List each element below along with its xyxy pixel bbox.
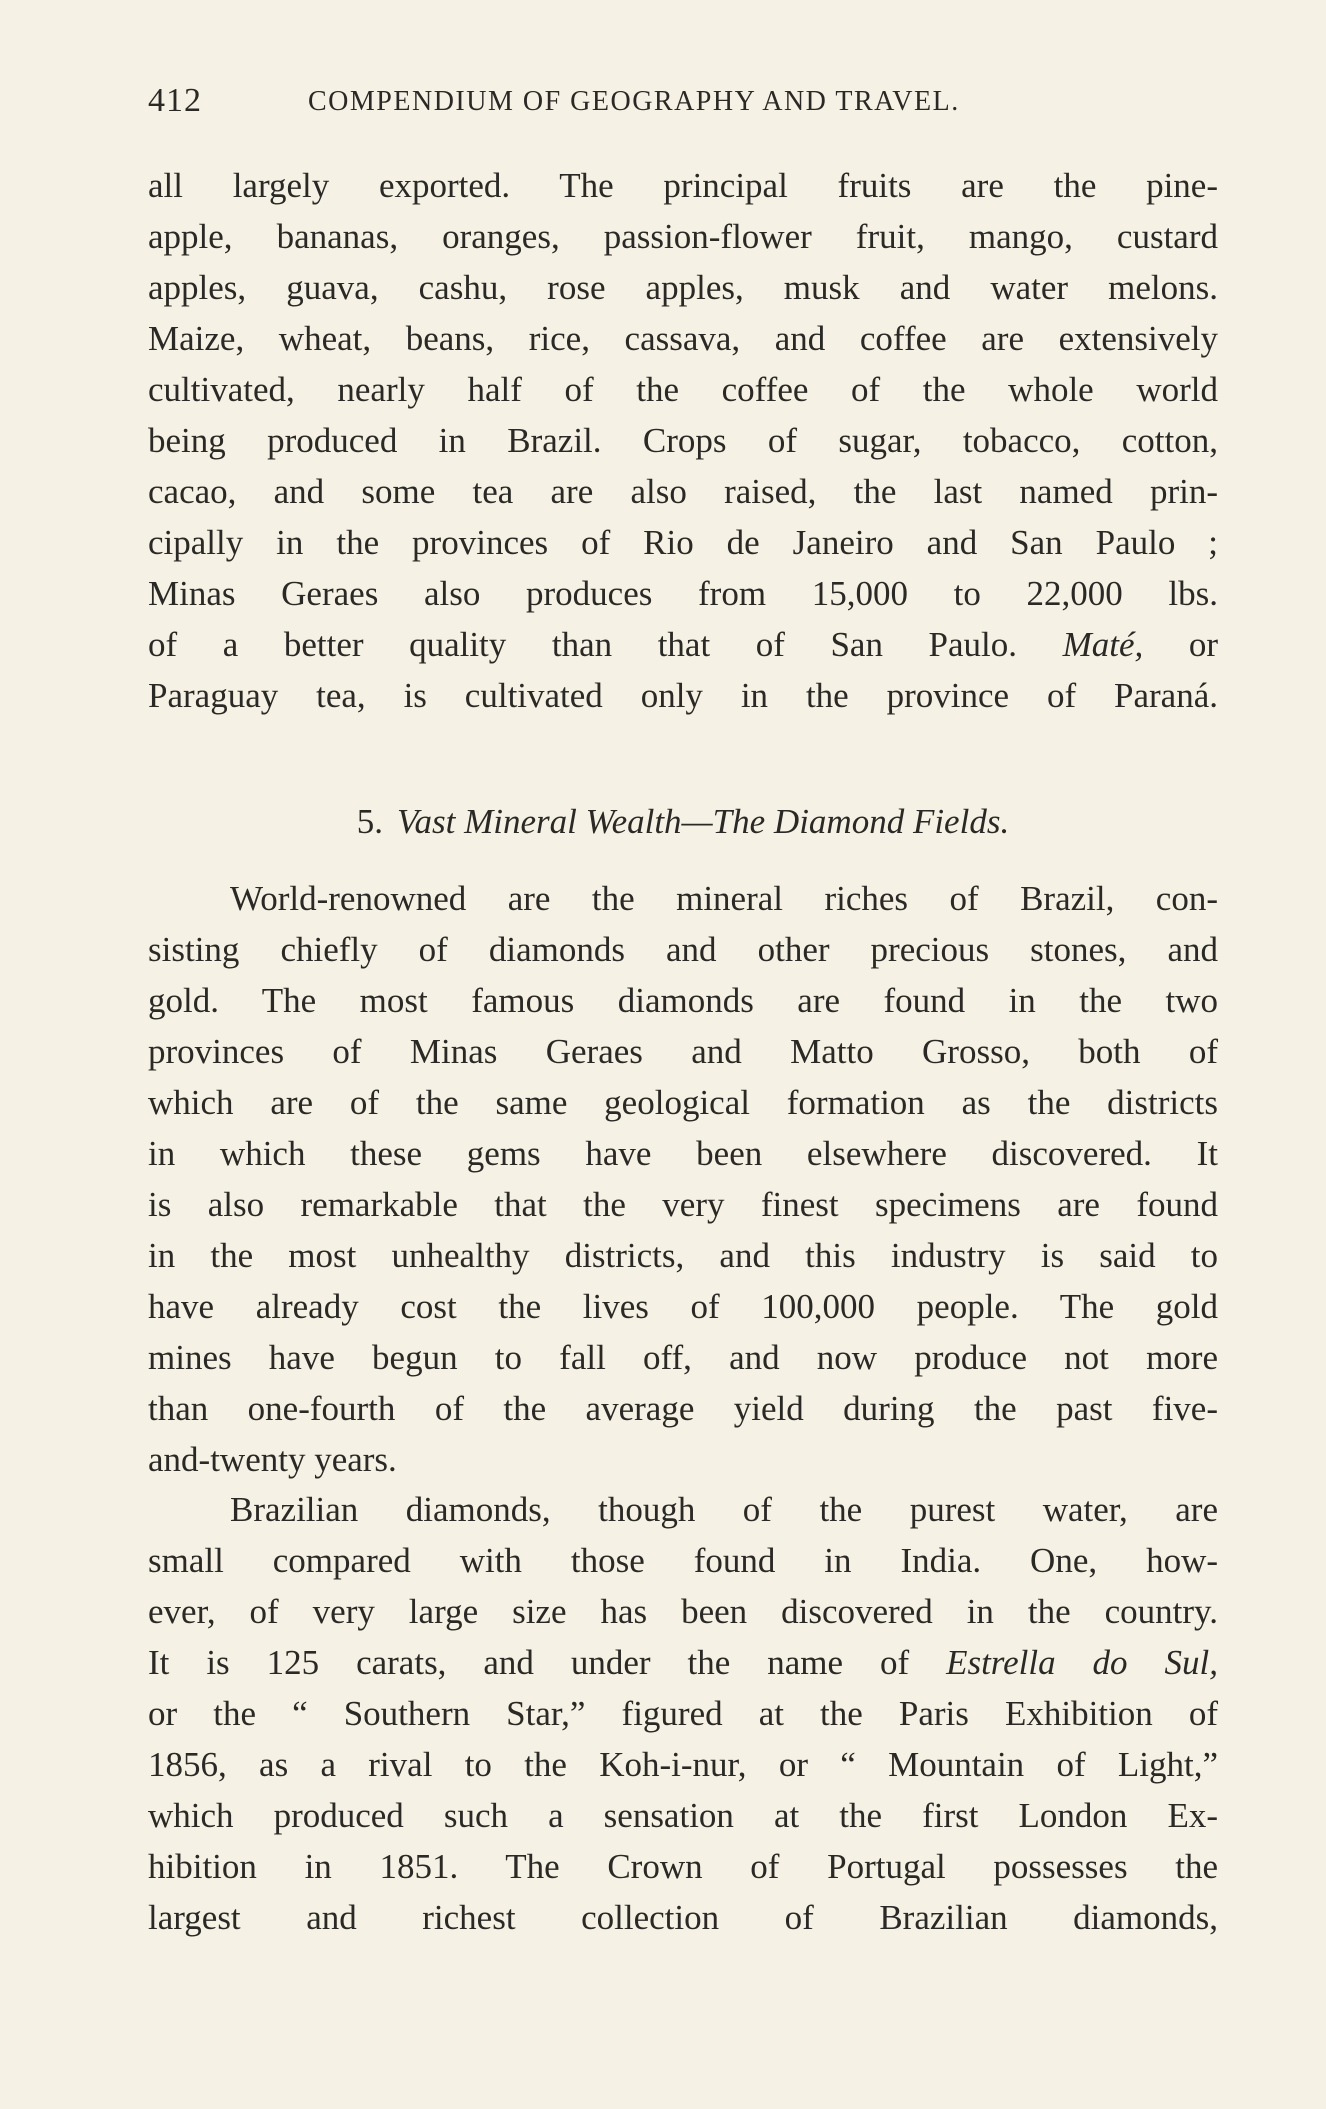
text-line: is also remarkable that the very finest specimens are found <box>148 1185 1218 1224</box>
running-title: COMPENDIUM OF GEOGRAPHY AND TRAVEL. <box>308 86 960 117</box>
text-line: in the most unhealthy districts, and this industry is said to <box>148 1236 1218 1275</box>
text-run: or <box>1188 625 1219 664</box>
text-line: Brazilian diamonds, though of the purest water, are <box>230 1490 1218 1529</box>
text-line: which are of the same geological formation as the districts <box>148 1083 1218 1122</box>
section-heading <box>148 796 1218 847</box>
text-line: World-renowned are the mineral riches of Brazil, con- <box>230 879 1218 918</box>
running-head <box>148 82 1223 126</box>
text-line: gold. The most famous diamonds are found in the two <box>148 981 1218 1020</box>
text-line: and-twenty years. <box>148 1440 397 1479</box>
text-line: apple, bananas, oranges, passion-flower fruit, mango, custard <box>148 217 1218 256</box>
paragraph-3 <box>148 1484 1218 1943</box>
text-line: apples, guava, cashu, rose apples, musk and water melons. <box>148 268 1218 307</box>
text-line: hibition in 1851. The Crown of Portugal possesses the <box>148 1847 1218 1886</box>
text-line: cultivated, nearly half of the coffee of the whole world <box>148 370 1218 409</box>
text-line: Minas Geraes also produces from 15,000 to 22,000 lbs. <box>148 574 1218 613</box>
text-run: of a better quality than that of San Paulo. <box>148 625 1018 664</box>
text-line: mines have begun to fall off, and now produce not more <box>148 1338 1218 1377</box>
text-line: Maize, wheat, beans, rice, cassava, and coffee are extensively <box>148 319 1218 358</box>
text-line: provinces of Minas Geraes and Matto Grosso, both of <box>148 1032 1218 1071</box>
text-line: cipally in the provinces of Rio de Janeiro and San Paulo ; <box>148 523 1218 562</box>
text-line: cacao, and some tea are also raised, the last named prin- <box>148 472 1218 511</box>
text-line: which produced such a sensation at the first London Ex- <box>148 1796 1218 1835</box>
text-line: ever, of very large size has been discovered in the country. <box>148 1592 1218 1631</box>
text-line: have already cost the lives of 100,000 people. The gold <box>148 1287 1218 1326</box>
text-line: all largely exported. The principal fruits are the pine- <box>148 166 1218 205</box>
text-line: largest and richest collection of Brazilian diamonds, <box>148 1898 1218 1937</box>
text-line-with-italic <box>148 1637 1218 1688</box>
text-line: Paraguay tea, is cultivated only in the province of Paraná. <box>148 676 1218 715</box>
section-number: 5. <box>356 802 384 841</box>
paragraph-2 <box>148 873 1218 1485</box>
text-line: in which these gems have been elsewhere discovered. It <box>148 1134 1218 1173</box>
section-title: Vast Mineral Wealth—The Diamond Fields. <box>397 802 1010 841</box>
paragraph-1 <box>148 160 1218 721</box>
page-number: 412 <box>148 82 202 119</box>
text-run: It is 125 carats, and under the name of <box>148 1643 910 1682</box>
italic-term-estrella-do-sul: Estrella do Sul, <box>946 1643 1218 1682</box>
text-line-with-italic <box>148 619 1218 670</box>
text-line: 1856, as a rival to the Koh-i-nur, or “ Mountain of Light,” <box>148 1745 1218 1784</box>
text-line: than one-fourth of the average yield during the past five- <box>148 1389 1218 1428</box>
text-line: sisting chiefly of diamonds and other precious stones, and <box>148 930 1218 969</box>
text-line: being produced in Brazil. Crops of sugar, tobacco, cotton, <box>148 421 1218 460</box>
text-line: or the “ Southern Star,” figured at the Paris Exhibition of <box>148 1694 1218 1733</box>
italic-term-mate: Maté, <box>1062 625 1144 664</box>
text-line: small compared with those found in India. One, how- <box>148 1541 1218 1580</box>
